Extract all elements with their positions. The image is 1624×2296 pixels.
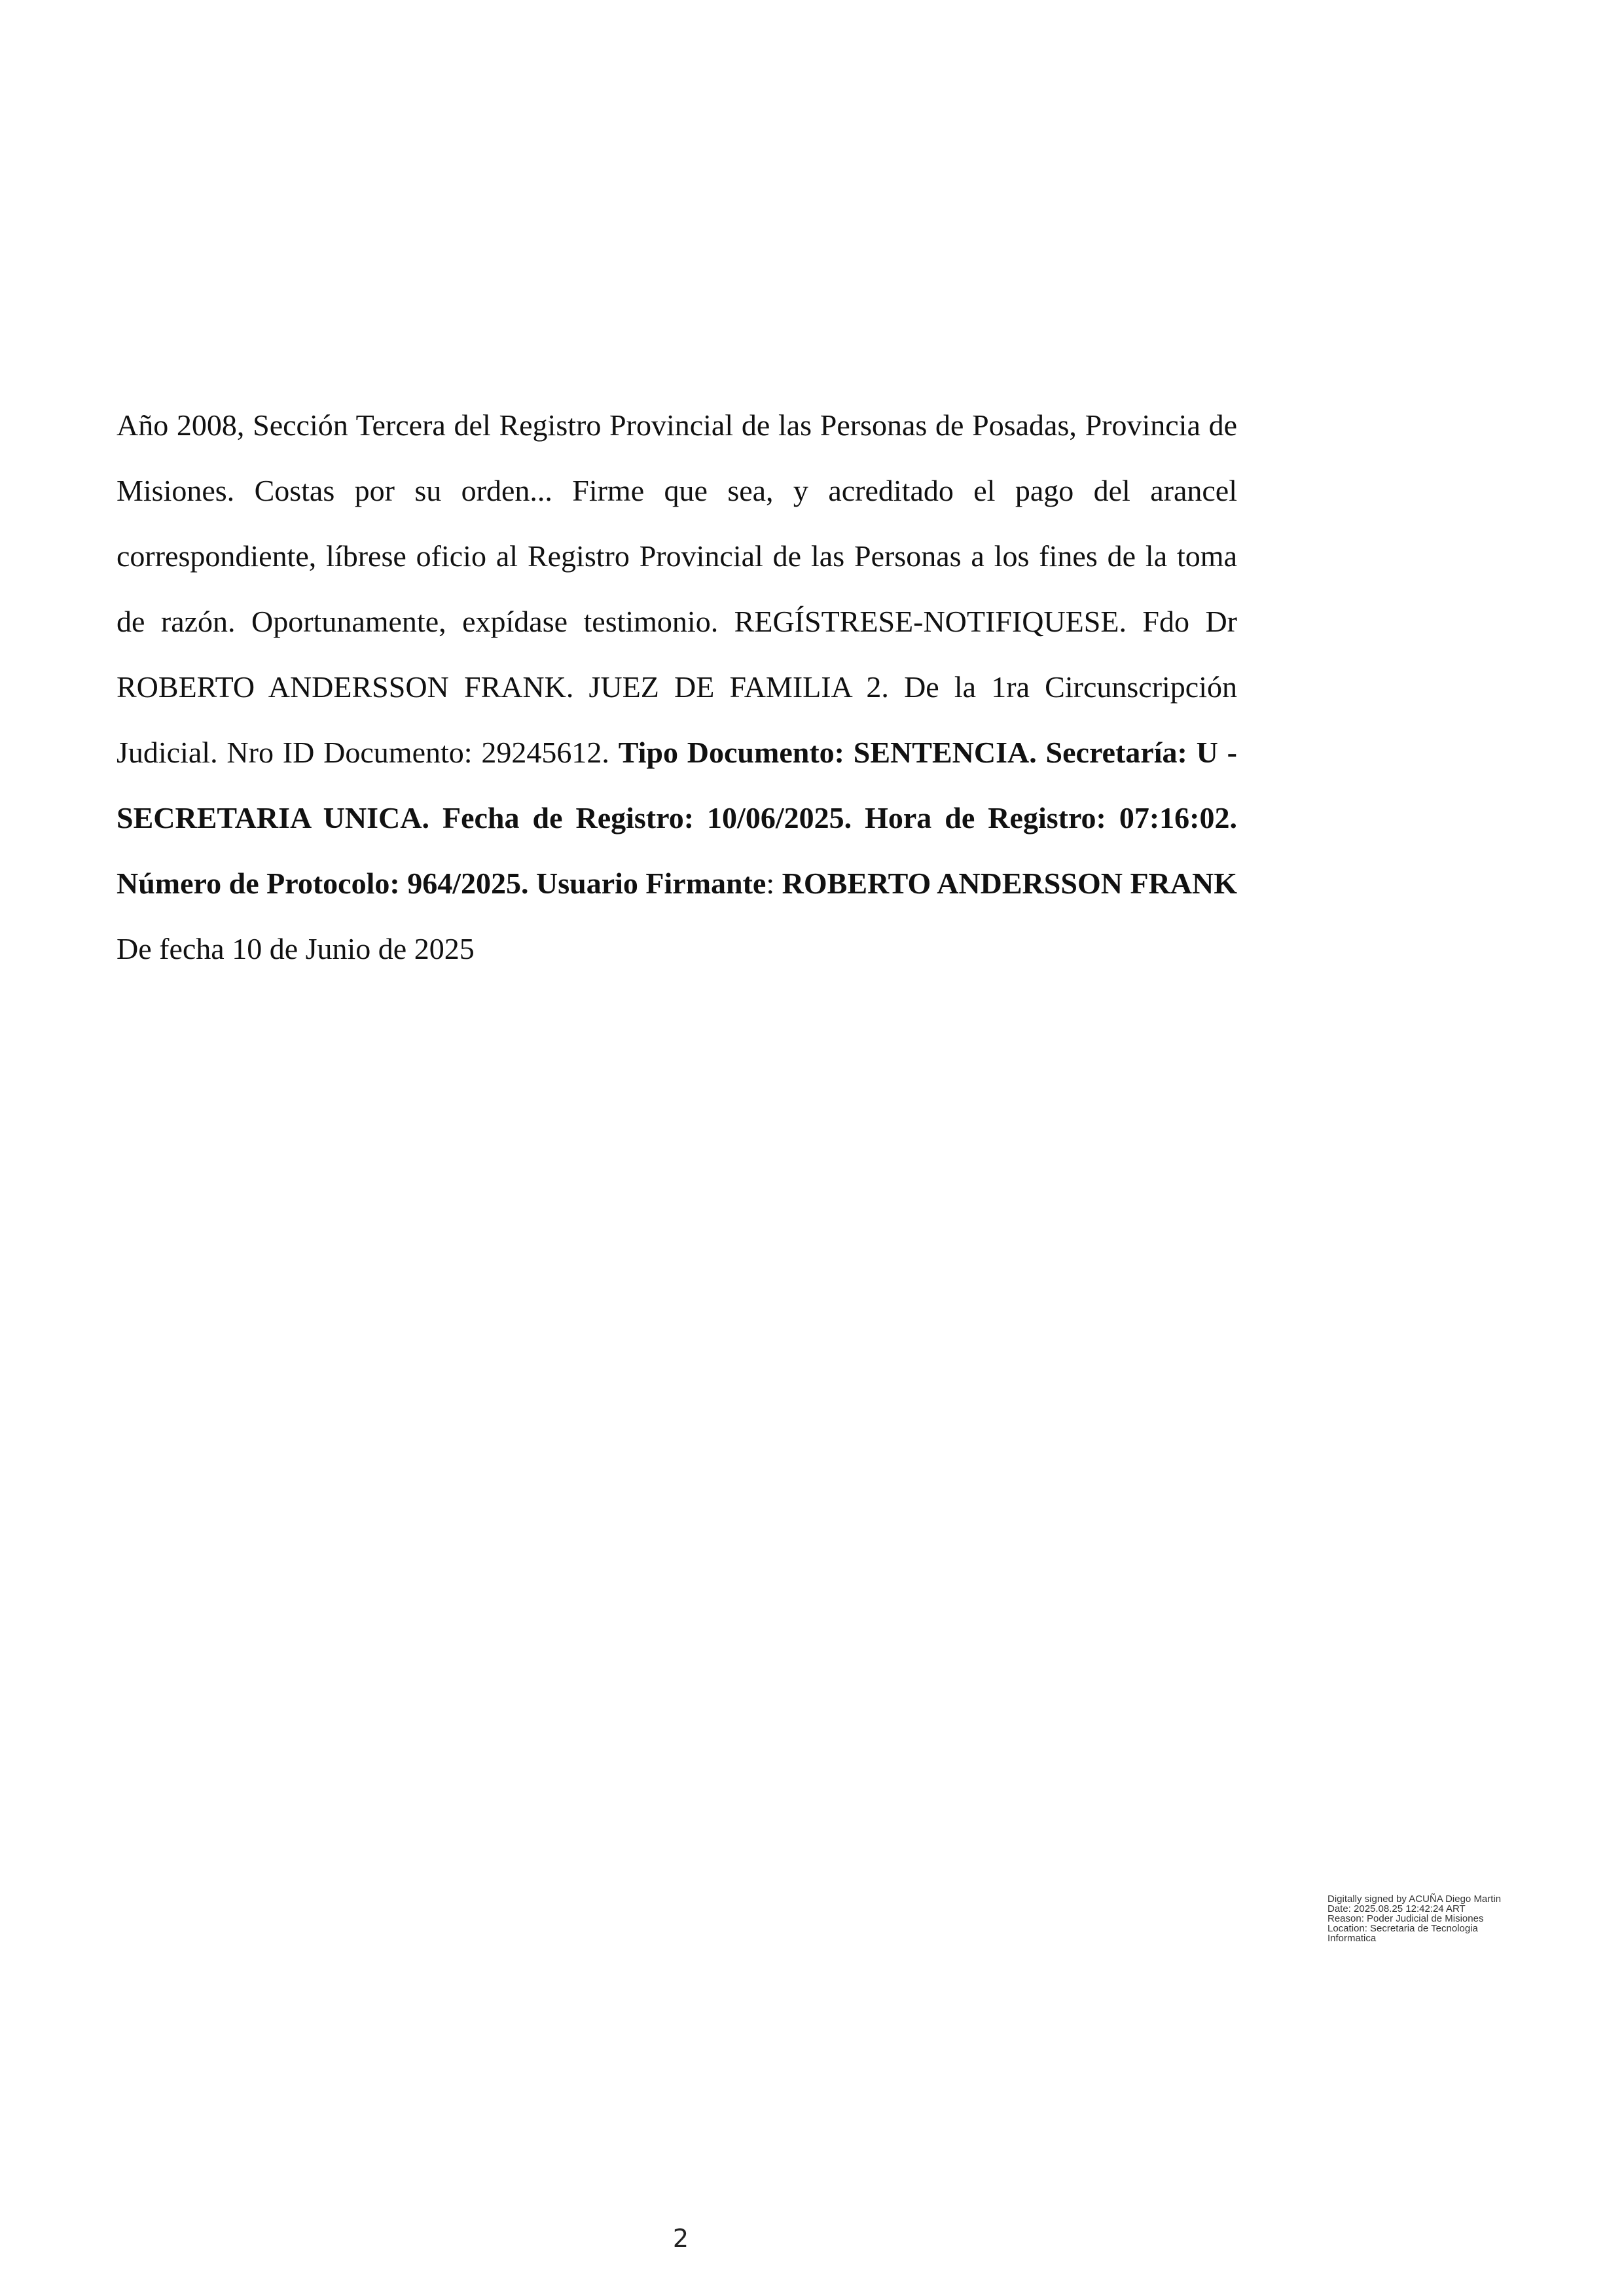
signature-line: Reason: Poder Judicial de Misiones <box>1327 1913 1484 1924</box>
signature-line: Informatica <box>1327 1933 1377 1944</box>
text-run: : <box>766 867 782 900</box>
digital-signature-block <box>1327 1894 1589 1943</box>
text-run: Año 2008, Sección Tercera del Registro Provincial de las Personas de Posadas, Provincia de Misiones. Costas por su orden... Firme que sea, y acreditado el pago del arancel correspondiente, líbrese oficio al Registro Provincial de las Personas a los fines de la toma de razón. Oportunamente, expídase testimonio. REGÍSTRESE-NOTIFIQUESE. Fdo Dr ROBERTO ANDERSSON FRANK. JUEZ DE FAMILIA 2. De la 1ra Circunscripción Judicial. Nro ID Documento: 29245612. <box>117 408 1237 769</box>
signature-line: Location: Secretaria de Tecnologia <box>1327 1923 1478 1934</box>
text-run: De fecha 10 de Junio de 2025 <box>117 932 475 965</box>
signature-line: Date: 2025.08.25 12:42:24 ART <box>1327 1903 1466 1914</box>
text-run-bold: ROBERTO ANDERSSON FRANK <box>782 867 1237 900</box>
body-paragraph <box>117 393 1237 982</box>
signature-line: Digitally signed by ACUÑA Diego Martin <box>1327 1893 1502 1905</box>
page-number: 2 <box>672 2224 689 2253</box>
text-run-bold: Tipo Documento: SENTENCIA. Secretaría: U - SECRETARIA UNICA. Fecha de Registro: 10/06/2025. Hora de Registro: 07:16:02. Número de Protocolo: 964/2025. Usuario Firmante <box>117 736 1238 900</box>
